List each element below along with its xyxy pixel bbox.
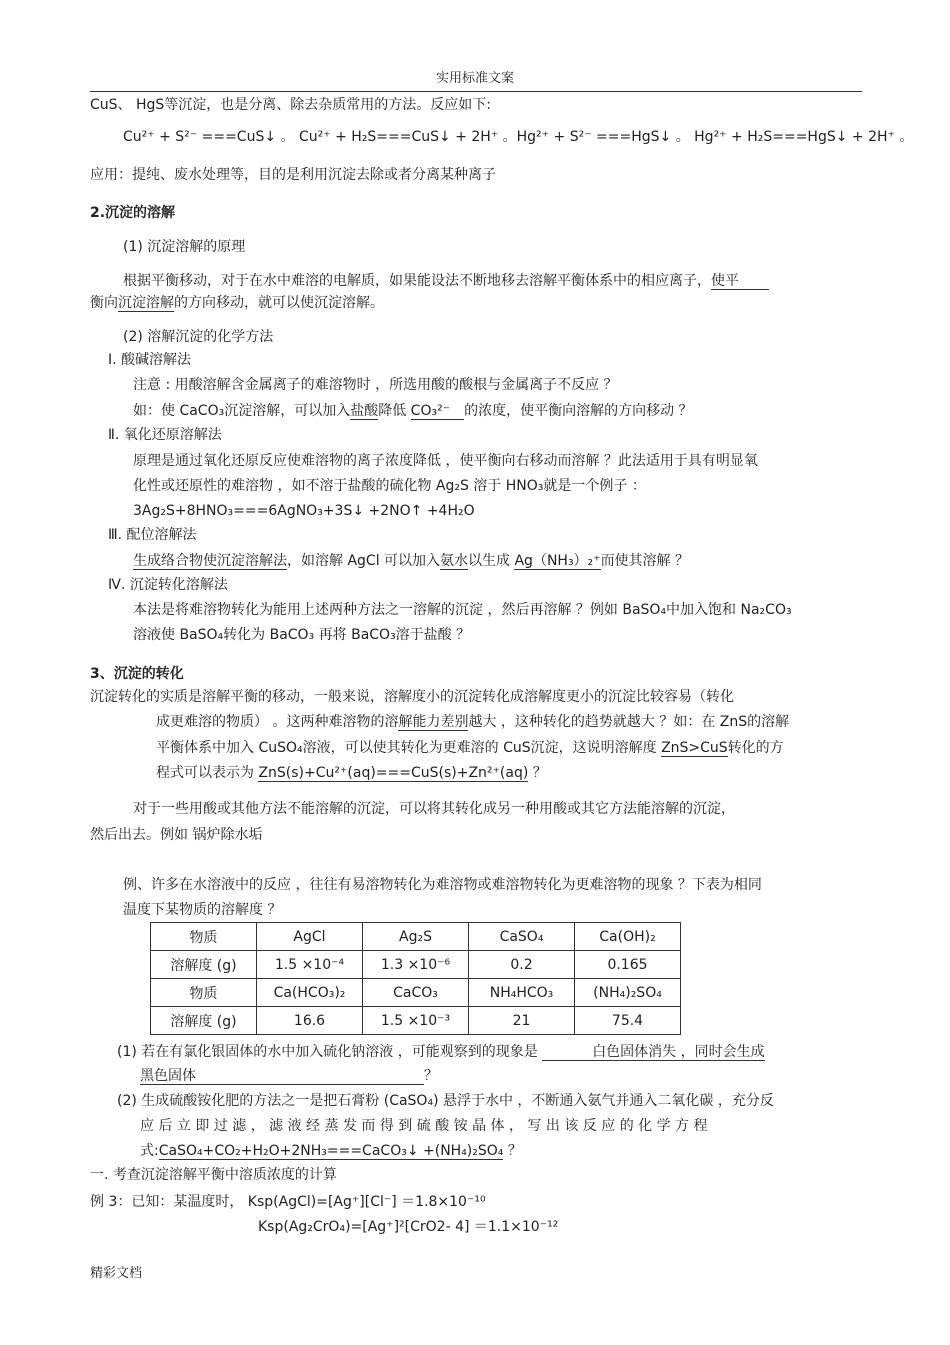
text-line: 沉淀转化的实质是溶解平衡的移动，一般来说，溶解度小的沉淀转化成溶解度更小的沉淀比较容易（转化 — [90, 689, 734, 705]
text-span: 式: — [140, 1143, 159, 1159]
text-span: 越大 ，这种转化的趋势就越大 ？如：在 ZnS的溶解 — [468, 714, 790, 730]
text-line — [156, 764, 547, 782]
table-row — [151, 951, 681, 979]
example-line: 例 3：已知：某温度时， Ksp(AgCl)=[Ag⁺][Cl⁻] ＝1.8×10⁻¹⁰ — [90, 1194, 486, 1210]
table-cell: 1.5 ×10⁻⁴ — [257, 951, 363, 979]
text-span: ？ — [424, 1068, 438, 1084]
text-line — [123, 272, 769, 290]
question-line — [140, 1067, 438, 1085]
answer-blank: 黑色固体 — [140, 1068, 424, 1085]
question-line: (2) 生成硫酸铵化肥的方法之一是把石膏粉 (CaSO₄) 悬浮于水中 ，不断通入氨气并通入二氧化碳 ，充分反 — [117, 1093, 774, 1109]
table-cell: 21 — [469, 1007, 575, 1035]
reaction-line: Cu²⁺ + S²⁻ ===CuS↓ 。 Cu²⁺ + H₂S===CuS↓ + 2H⁺ 。Hg²⁺ + S²⁻ ===HgS↓ 。 Hg²⁺ + H₂S===HgS↓ + 2H⁺ 。 — [123, 129, 914, 145]
table-cell: 溶解度 (g) — [151, 951, 257, 979]
answer-blank: 生成络合物使沉淀溶解法 — [133, 553, 287, 569]
text-line: 原理是通过氧化还原反应使难溶物的离子浓度降低 ，使平衡向右移动而溶解 ？此法适用于具有明显氧 — [133, 453, 758, 469]
text-line: 然后出去。例如 锅炉除水垢 — [90, 827, 263, 843]
text-line — [156, 713, 789, 731]
text-span: 程式可以表示为 — [156, 765, 259, 781]
table-cell: Ca(HCO₃)₂ — [257, 979, 363, 1007]
answer-blank: 沉淀溶解 — [118, 295, 174, 311]
answer-blank: 盐酸 — [350, 403, 379, 419]
subheading: (1) 沉淀溶解的原理 — [123, 239, 246, 255]
solubility-table — [150, 922, 681, 1035]
text-line: 本法是将难溶物转化为能用上述两种方法之一溶解的沉淀 ，然后再溶解 ？例如 BaSO₄中加入饱和 Na₂CO₃ — [133, 602, 792, 618]
question-line — [140, 1142, 522, 1160]
text-line — [133, 402, 693, 420]
method-heading: Ⅲ. 配位溶解法 — [108, 527, 197, 543]
text-span: 而使其溶解 ？ — [600, 553, 690, 569]
text-span: 平衡体系中加入 CuSO₄溶液，可以使其转化为更难溶的 CuS沉淀，这说明溶解度 — [156, 740, 662, 756]
text-span: 降低 — [378, 403, 411, 419]
table-cell: AgCl — [257, 923, 363, 951]
answer-blank: 使平 — [711, 273, 769, 290]
text-span: 的浓度，使平衡向溶解的方向移动 ？ — [464, 403, 693, 419]
answer-blank: 解能力差别 — [398, 714, 469, 730]
answer-blank: CaSO₄+CO₂+H₂O+2NH₃===CaCO₃↓ +(NH₄)₂SO₄ — [158, 1143, 504, 1159]
table-cell: 16.6 — [257, 1007, 363, 1035]
text-span: 衡向 — [90, 295, 118, 311]
example-line: Ksp(Ag₂CrO₄)=[Ag⁺]²[CrO2- 4] ＝1.1×10⁻¹² — [258, 1219, 559, 1235]
text-line: 温度下某物质的溶解度 ？ — [123, 902, 282, 918]
text-span: 成更难溶的物质） 。这两种难溶物的溶 — [156, 714, 399, 730]
method-heading: Ⅱ. 氧化还原溶解法 — [108, 427, 222, 443]
table-cell: 溶解度 (g) — [151, 1007, 257, 1035]
answer-blank: Ag（NH₃）₂⁺ — [514, 553, 601, 569]
text-line: 应用：提纯、废水处理等，目的是利用沉淀去除或者分离某种离子 — [90, 167, 496, 183]
text-line — [156, 739, 784, 757]
table-cell: (NH₄)₂SO₄ — [575, 979, 681, 1007]
answer-blank: ZnS>CuS — [661, 740, 728, 756]
page-header: 实用标准文案 — [435, 71, 514, 86]
table-cell: CaCO₃ — [363, 979, 469, 1007]
table-cell: 物质 — [151, 923, 257, 951]
answer-blank: CO₃²⁻ — [411, 403, 464, 420]
table-cell: 0.165 — [575, 951, 681, 979]
text-span: 的方向移动，就可以使沉淀溶解。 — [174, 295, 384, 311]
subheading: (2) 溶解沉淀的化学方法 — [123, 329, 274, 345]
table-row — [151, 923, 681, 951]
table-row — [151, 1007, 681, 1035]
section-heading: 2.沉淀的溶解 — [90, 205, 176, 221]
text-line — [133, 552, 689, 570]
question-line: 应 后 立 即 过 滤 ， 滤 液 经 蒸 发 而 得 到 硫 酸 铵 晶 体 ， 写 出 该 反 应 的 化 学 方 程 — [140, 1118, 708, 1134]
table-cell: Ag₂S — [363, 923, 469, 951]
question-line — [117, 1043, 765, 1061]
method-heading: Ⅰ. 酸碱溶解法 — [108, 352, 192, 368]
table-cell: Ca(OH)₂ — [575, 923, 681, 951]
method-heading: Ⅳ. 沉淀转化溶解法 — [108, 577, 228, 593]
table-cell: 1.5 ×10⁻³ — [363, 1007, 469, 1035]
answer-blank: 氨水 — [440, 553, 469, 569]
table-cell: 0.2 — [469, 951, 575, 979]
answer-blank: 白色固体消失 ，同时会生成 — [542, 1044, 764, 1061]
reaction-line: 3Ag₂S+8HNO₃===6AgNO₃+3S↓ +2NO↑ +4H₂O — [133, 503, 475, 519]
text-span: 转化的方 — [727, 740, 784, 756]
text-span: 以生成 — [468, 553, 515, 569]
text-line: 化性或还原性的难溶物 ，如不溶于盐酸的硫化物 Ag₂S 溶于 HNO₃就是一个例子 ： — [133, 478, 646, 494]
text-span: 根据平衡移动，对于在水中难溶的电解质，如果能设法不断地移去溶解平衡体系中的相应离子， — [123, 273, 711, 289]
text-span: ？ — [528, 765, 547, 781]
table-row — [151, 979, 681, 1007]
text-line: CuS、 HgS等沉淀，也是分离、除去杂质常用的方法。反应如下: — [90, 97, 492, 113]
section-heading: 3、沉淀的转化 — [90, 666, 184, 682]
text-span: (1) 若在有氯化银固体的水中加入硫化钠溶液 ，可能观察到的现象是 — [117, 1044, 543, 1060]
table-cell: 1.3 ×10⁻⁶ — [363, 951, 469, 979]
text-line — [90, 294, 384, 312]
answer-blank: ZnS(s)+Cu²⁺(aq)===CuS(s)+Zn²⁺(aq) — [258, 765, 529, 781]
page-footer: 精彩文档 — [90, 1266, 143, 1281]
section-heading: 一. 考查沉淀溶解平衡中溶质浓度的计算 — [90, 1167, 337, 1183]
text-line: 溶液使 BaSO₄转化为 BaCO₃ 再将 BaCO₃溶于盐酸 ？ — [133, 627, 471, 643]
text-span: ，如溶解 AgCl 可以加入 — [287, 553, 441, 569]
table-cell: 物质 — [151, 979, 257, 1007]
table-cell: 75.4 — [575, 1007, 681, 1035]
text-span: 如：使 CaCO₃沉淀溶解，可以加入 — [133, 403, 351, 419]
table-cell: CaSO₄ — [469, 923, 575, 951]
table-cell: NH₄HCO₃ — [469, 979, 575, 1007]
text-line: 例、许多在水溶液中的反应 ，往往有易溶物转化为难溶物或难溶物转化为更难溶物的现象 ？下表为相同 — [123, 877, 762, 893]
header-rule — [90, 91, 862, 92]
text-span: ？ — [503, 1143, 522, 1159]
text-line: 对于一些用酸或其他方法不能溶解的沉淀，可以将其转化成另一种用酸或其它方法能溶解的沉淀， — [133, 801, 735, 817]
text-line: 注意 : 用酸溶解含金属离子的难溶物时 ，所选用酸的酸根与金属离子不反应 ？ — [133, 377, 618, 393]
